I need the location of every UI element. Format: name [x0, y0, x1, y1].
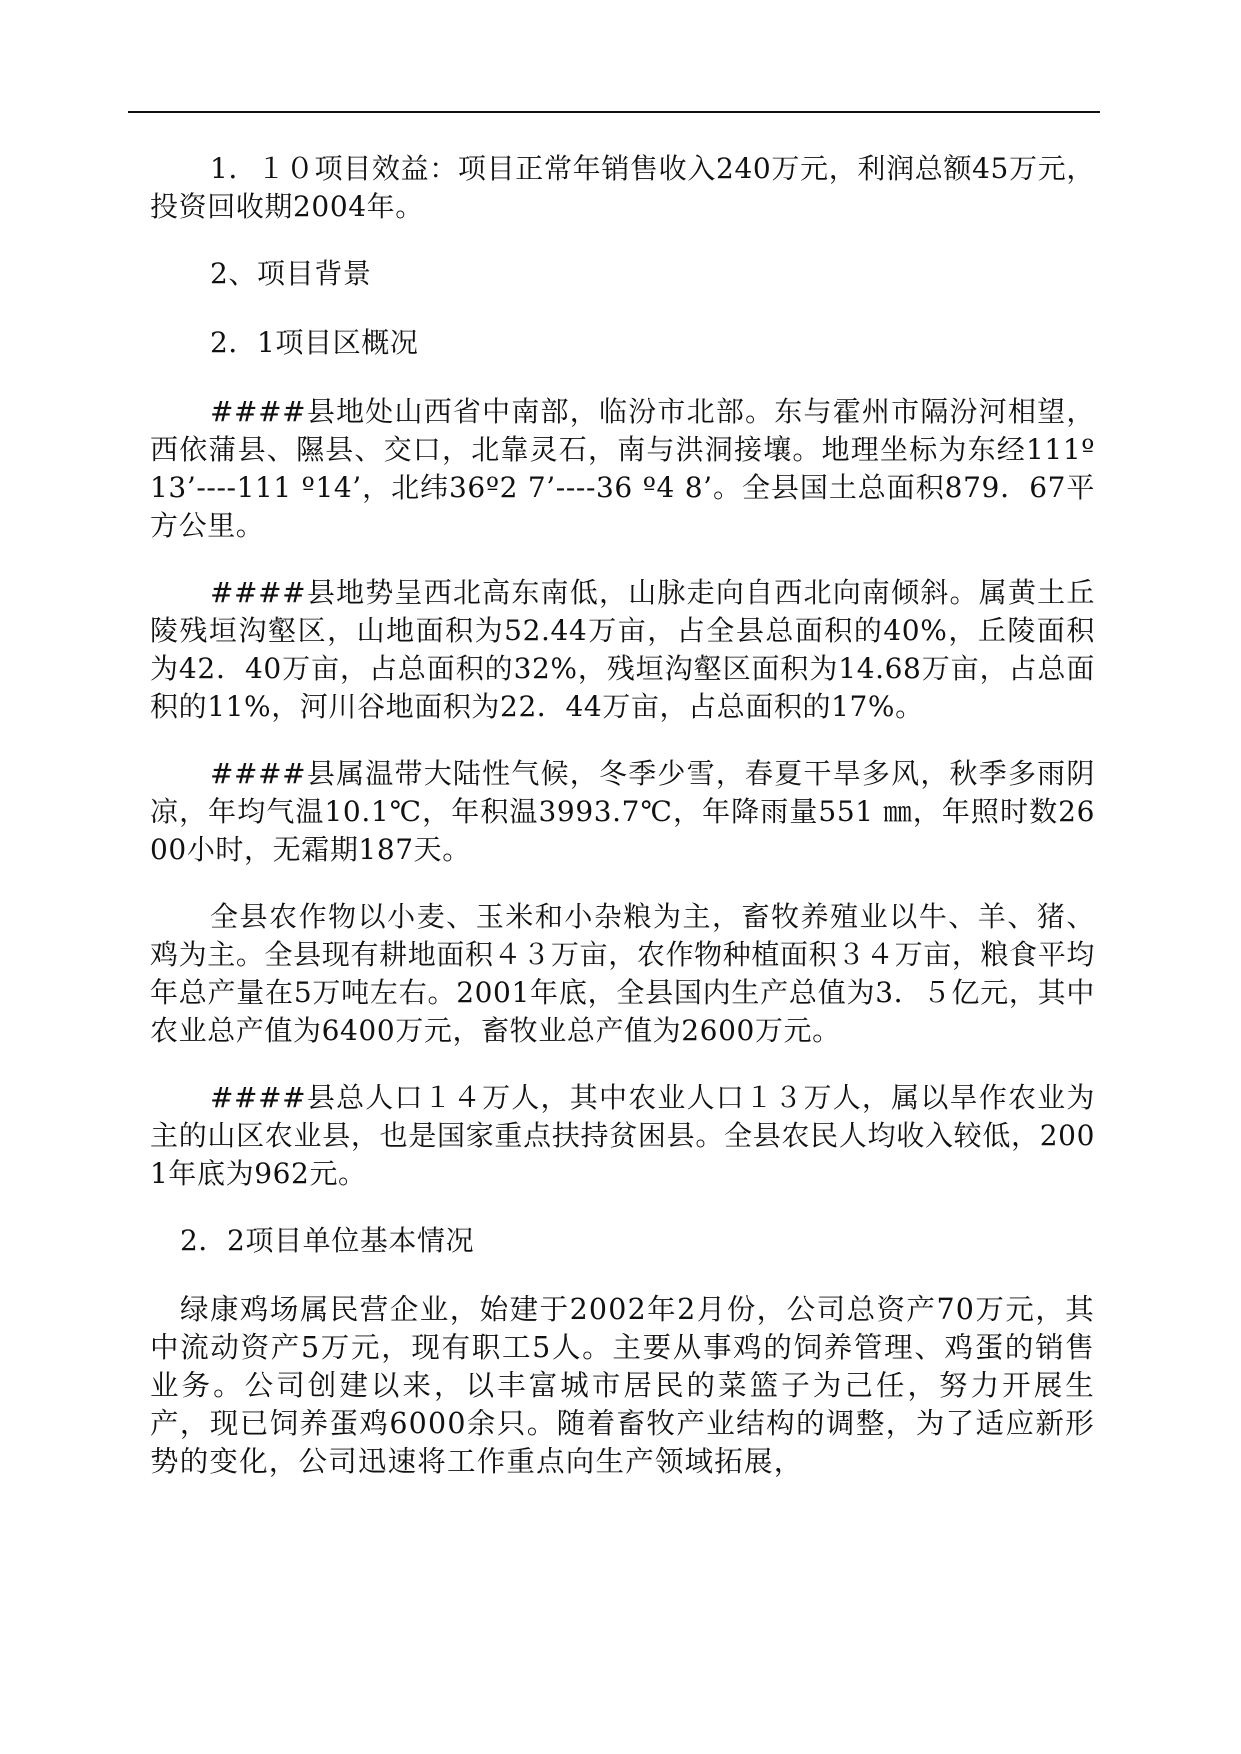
paragraph-agriculture: 全县农作物以小麦、玉米和小杂粮为主，畜牧养殖业以牛、羊、猪、鸡为主。全县现有耕地面积４３万亩，农作物种植面积３４万亩，粮食平均年总产量在5万吨左右。2001年底，全县国内生产总值为3．５亿元，其中农业总产值为6400万元，畜牧业总产值为2600万元。: [150, 900, 1095, 1047]
paragraph-population: ####县总人口１４万人，其中农业人口１３万人，属以旱作农业为主的山区农业县，也是国家重点扶持贫困县。全县农民人均收入较低，2001年底为962元。: [150, 1081, 1095, 1190]
paragraph-terrain: ####县地势呈西北高东南低，山脉走向自西北向南倾斜。属黄土丘陵残垣沟壑区，山地面积为52.44万亩，占全县总面积的40%，丘陵面积为42．40万亩，占总面积的32%，残垣沟壑区面积为14.68万亩，占总面积的11%，河川谷地面积为22．44万亩，占总面积的17%。: [150, 576, 1095, 723]
paragraph-climate: ####县属温带大陆性气候，冬季少雪，春夏干旱多风，秋季多雨阴凉，年均气温10.1℃，年积温3993.7℃，年降雨量551 ㎜，年照时数2600小时，无霜期187天。: [150, 757, 1095, 866]
paragraph-company-profile: 绿康鸡场属民营企业，始建于2002年2月份，公司总资产70万元，其中流动资产5万元，现有职工5人。主要从事鸡的饲养管理、鸡蛋的销售业务。公司创建以来，以丰富城市居民的菜篮子为己任，努力开展生产，现已饲养蛋鸡6000余只。随着畜牧产业结构的调整，为了适应新形势的变化，公司迅速将工作重点向生产领域拓展，: [150, 1293, 1095, 1478]
section-heading-project-background: 2、项目背景: [210, 257, 372, 290]
paragraph-location: ####县地处山西省中南部，临汾市北部。东与霍州市隔汾河相望，西依蒲县、隰县、交口，北靠灵石，南与洪洞接壤。地理坐标为东经111º13’----111 º14’，北纬36º2 7’----36 º4 8’。全县国土总面积879．67平方公里。: [150, 395, 1095, 542]
subsection-heading-project-unit: 2．2项目单位基本情况: [180, 1224, 475, 1257]
subsection-heading-project-area-overview: 2．1项目区概况: [210, 326, 419, 359]
header-rule: [128, 111, 1100, 113]
paragraph-project-benefit: 1．１０项目效益：项目正常年销售收入240万元，利润总额45万元，投资回收期2004年。: [150, 152, 1095, 223]
page-body: [150, 150, 1095, 1510]
